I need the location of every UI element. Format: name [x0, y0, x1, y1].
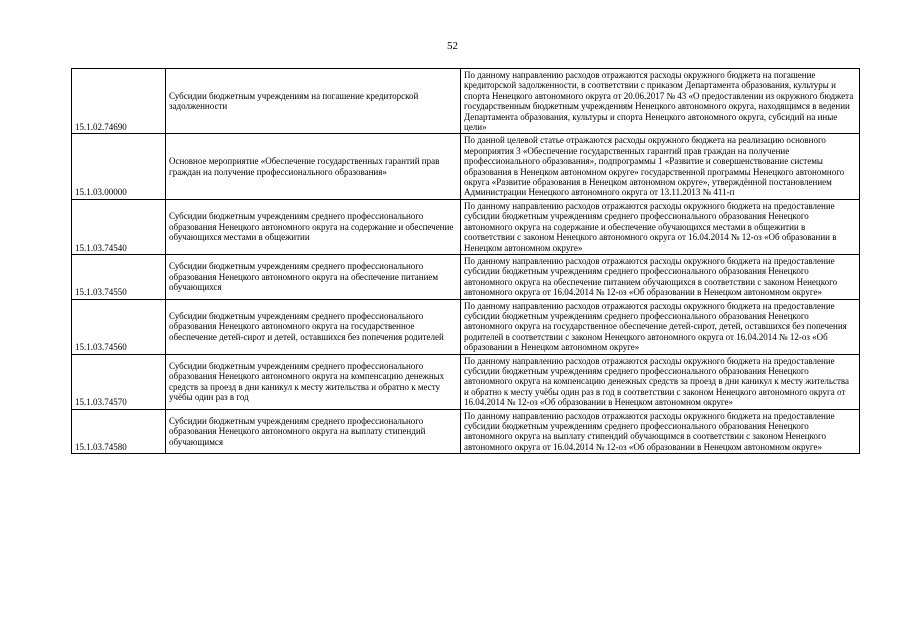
expense-description: По данному направлению расходов отражаются расходы окружного бюджета на предоставление субсидии бюджетным учреждениям среднего профессионального образования Ненецкого автономного округа на государственное обеспечение детей-сирот, детей, оставшихся без попечения родителей в соответствии с законом Ненецкого автономного округа от 16.04.2014 № 12-оз «Об образовании в Ненецком автономном округе»	[461, 299, 860, 354]
budget-classification-table	[71, 68, 860, 454]
table-row	[72, 409, 860, 454]
target-article-code: 15.1.03.74550	[72, 254, 166, 299]
target-article-code: 15.1.03.00000	[72, 134, 166, 199]
expense-description: По данному направлению расходов отражаются расходы окружного бюджета на предоставление субсидии бюджетным учреждениям среднего профессионального образования Ненецкого автономного округа на выплату стипендий обучающимся в соответствии с законом Ненецкого автономного округа от 16.04.2014 № 12-оз «Об образовании в Ненецком автономном округе»	[461, 409, 860, 454]
expense-name: Субсидии бюджетным учреждениям на погашение кредиторской задолженности	[166, 69, 461, 134]
table-row	[72, 254, 860, 299]
expense-name: Субсидии бюджетным учреждениям среднего профессионального образования Ненецкого автономного округа на выплату стипендий обучающимся	[166, 409, 461, 454]
expense-description: По данному направлению расходов отражаются расходы окружного бюджета на предоставление субсидии бюджетным учреждениям среднего профессионального образования Ненецкого автономного округа на компенсацию денежных средств за проезд в дни каникул к месту жительства и обратно к месту учёбы один раз в год в соответствии с законом Ненецкого автономного округа от 16.04.2014 № 12-оз «Об образовании в Ненецком автономном округе»	[461, 354, 860, 409]
table-row	[72, 199, 860, 254]
table-row	[72, 134, 860, 199]
target-article-code: 15.1.03.74580	[72, 409, 166, 454]
page-number: 52	[447, 40, 458, 52]
target-article-code: 15.1.03.74570	[72, 354, 166, 409]
expense-description: По данному направлению расходов отражаются расходы окружного бюджета на погашение кредиторской задолженности, в соответствии с приказом Департамента образования, культуры и спорта Ненецкого автономного округа от 20.06.2017 № 43 «О предоставлении из окружного бюджета государственным бюджетным учреждениям Ненецкого автономного округа, находящимся в ведении Департамента образования, культуры и спорта Ненецкого автономного округа, субсидий на иные цели»	[461, 69, 860, 134]
target-article-code: 15.1.02.74690	[72, 69, 166, 134]
expense-name: Основное мероприятие «Обеспечение государственных гарантий прав граждан на получение профессионального образования»	[166, 134, 461, 199]
expense-description: По данному направлению расходов отражаются расходы окружного бюджета на предоставление субсидии бюджетным учреждениям среднего профессионального образования Ненецкого автономного округа на обеспечение питанием обучающихся в соответствии с законом Ненецкого автономного округа от 16.04.2014 № 12-оз «Об образовании в Ненецком автономном округе»	[461, 254, 860, 299]
target-article-code: 15.1.03.74560	[72, 299, 166, 354]
expense-name: Субсидии бюджетным учреждениям среднего профессионального образования Ненецкого автономного округа на государственное обеспечение детей-сирот и детей, оставшихся без попечения родителей	[166, 299, 461, 354]
expense-name: Субсидии бюджетным учреждениям среднего профессионального образования Ненецкого автономного округа на содержание и обеспечение обучающихся местами в общежитии	[166, 199, 461, 254]
expense-description: По данному направлению расходов отражаются расходы окружного бюджета на предоставление субсидии бюджетным учреждениям среднего профессионального образования Ненецкого автономного округа на содержание и обеспечение обучающихся местами в общежитии в соответствии с законом Ненецкого автономного округа от 16.04.2014 № 12-оз «Об образовании в Ненецком автономном округе»	[461, 199, 860, 254]
table-row	[72, 354, 860, 409]
expense-name: Субсидии бюджетным учреждениям среднего профессионального образования Ненецкого автономного округа на обеспечение питанием обучающихся	[166, 254, 461, 299]
expense-description: По данной целевой статье отражаются расходы окружного бюджета на реализацию основного мероприятия 3 «Обеспечение государственных гарантий прав граждан на получение профессионального образования», подпрограммы 1 «Развитие и совершенствование системы образования в Ненецком автономном округе» государственной программы Ненецкого автономного округа «Развитие образования в Ненецком автономном округе», утверждённой постановлением Администрации Ненецкого автономного округа от 13.11.2013 № 411-п	[461, 134, 860, 199]
table-row	[72, 299, 860, 354]
table-row	[72, 69, 860, 134]
target-article-code: 15.1.03.74540	[72, 199, 166, 254]
expense-name: Субсидии бюджетным учреждениям среднего профессионального образования Ненецкого автономного округа на компенсацию денежных средств за проезд в дни каникул к месту жительства и обратно к месту учёбы один раз в год	[166, 354, 461, 409]
